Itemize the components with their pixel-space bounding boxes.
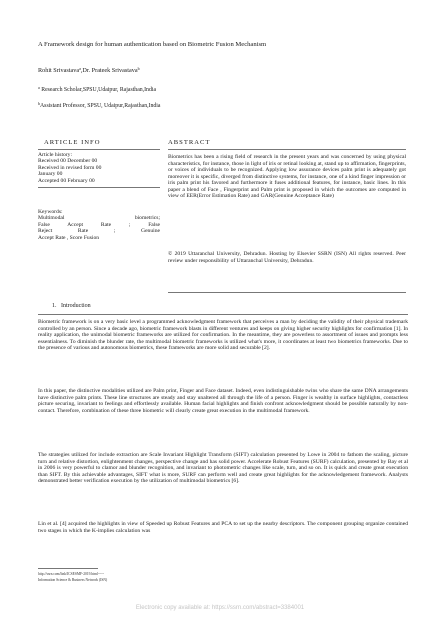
keywords-label: Keywords:	[38, 209, 63, 215]
history-accepted: Accepted 00 February 00	[38, 177, 95, 184]
footer-publisher: Information Science & Business Network (ISN)	[38, 578, 108, 582]
article-info-heading: ARTICLE INFO	[44, 139, 101, 146]
author-2-affiliation-mark: b	[137, 66, 140, 71]
abstract-rule-top	[168, 149, 406, 150]
body-paragraph-4: Lin et al. [4] acquired the highlights in view of Speeded up Robust Features and PCA to set up the nearby descriptors. The component grouping organize contained two stages in which the K-implies calculation was	[38, 521, 408, 534]
affiliation-b-text: Assistant Professor, SPSU, Udaipur,Rajasthan,India	[40, 103, 161, 109]
section-title: Introduction	[61, 303, 91, 309]
abstract-heading: ABSTRACT	[168, 139, 211, 146]
body-paragraph-1: Biometric framework is on a very basic level a programmed acknowledgment framework that perceives a man by deciding the validity of their physical trademark controlled by an person. Since a decade ago, biometric framework blasts in different ventures and keeps on giving higher security highlights for confirmation [1]. In reality application, the unimodal biometric frameworks are utilized for confirmation. In the meantime, they are powerless to assortment of issues and prompts less essentialness. To diminish the blunder rate, the multimodal biometric frameworks is utilized what's more, it coordinates at least two biometrics frameworks. Due to the presence of various and autonomous biometrics, these frameworks are more solid and securable [2].	[38, 319, 408, 351]
history-received: Received 00 December 00	[38, 158, 98, 165]
keyword-line: Multimodal biometrics;	[38, 215, 160, 222]
keyword-line: False Accept Rate ; False	[38, 221, 160, 228]
section-number: 1.	[52, 303, 57, 309]
abstract-rule-bottom	[168, 292, 406, 293]
body-paragraph-2: In this paper, the distinctive modalities utilized are Palm print, Finger and Face dataset. Indeed, even indistinguishable twins who share the same DNA arrangements have distinctive palm prints. These line structures are steady and stay unaltered all through the life of a person. Finger is wealthy in surface highlights, contactless picture securing, invariant to feelings and effortlessly available. Human facial highlights and finish confront acknowledgment should be possible naturally by non-contact. Therefore, combination of these three biometric will clearly create great execution in the multimodal framework.	[38, 388, 408, 414]
body-paragraph-3: The strategies utilized for include extraction are Scale Invariant Highlight Transform (SIFT) calculation presented by Lowe in 2004 to fathom the scaling, picture turn and relative distortion, enlightenment changes, perspective change and has solid power. Accelerate Robust Features (SURF) calculation, presented by Bay et al in 2006 is very powerful to clamor and blunder recognition, and invariant to photometric changes like scale, turn, and so on. It is quick and create great execution than SIFT. By this achievable advantages, SIFT what is more, SURF can perform well and create great highlights for the acknowledgement framework. Analysts demonstrated better verification execution by the utilization of multimodal biometrics [6].	[38, 452, 408, 484]
section-rule	[38, 314, 408, 315]
keyword-line: Accept Rate , Score Fusion	[38, 234, 100, 241]
keyword-line: Reject Rate ; Genuine	[38, 228, 160, 235]
footnote-rule	[38, 568, 98, 569]
affiliation-a-mark: a	[38, 85, 40, 90]
article-info-rule-top	[38, 149, 160, 150]
article-info-box	[38, 152, 160, 184]
author-2-name: ,Dr. Prateek Srivastava	[80, 67, 138, 74]
affiliation-b	[38, 100, 408, 110]
affiliation-a	[38, 84, 408, 94]
footer-link[interactable]: http://ssrn.com/link/ICSESMF-2019.html-----	[38, 572, 104, 576]
author-1-affiliation-mark: a	[79, 66, 81, 71]
section-heading	[52, 303, 91, 309]
keywords-box	[38, 209, 160, 241]
paper-title: A Framework design for human authentication based on Biometric Fusion Mechanism	[38, 41, 267, 48]
history-label: Article history:	[38, 152, 73, 158]
affiliation-a-text: Research Scholar,SPSU,Udaipur, Rajasthan,India	[39, 87, 157, 93]
abstract-text: Biometrics has been a rising field of research in the present years and was concerned by using physical characteristics, for instance, those in light of iris or retinal looking at, stand up to affirmation, fingerprints, or voices of individuals to be recognized. Applying low assurance devices palm print is adequately got moreover it is specific, diverged from distinctive systems, for instance, one of a kind finger impression or iris palm print his favored and furthermore it fuses additional features, for instance, basic lines. In this paper a blend of Face , Fingerprint and Palm print is proposed in which the outcomes are computed in view of EER(Error Estimation Rate) and GAR(Genuine Acceptance Rate)	[168, 154, 406, 199]
affiliation-b-mark: b	[38, 101, 40, 106]
copyright-notice: © 2019 Uttaranchal University, Dehradun. Hosting by Elsevier SSRN (ISN) All rights reserved. Peer review under responsibility of Uttaranchal University, Dehradun.	[168, 251, 406, 264]
history-revised-date: January 00	[38, 171, 63, 178]
ssrn-watermark: Electronic copy available at: https://ssrn.com/abstract=3384001	[135, 605, 305, 611]
author-line	[38, 65, 408, 75]
history-revised: Received in revised form 00	[38, 164, 102, 171]
author-1-name: Rohit Srivastava	[38, 67, 80, 74]
article-info-rule-mid	[38, 187, 160, 188]
